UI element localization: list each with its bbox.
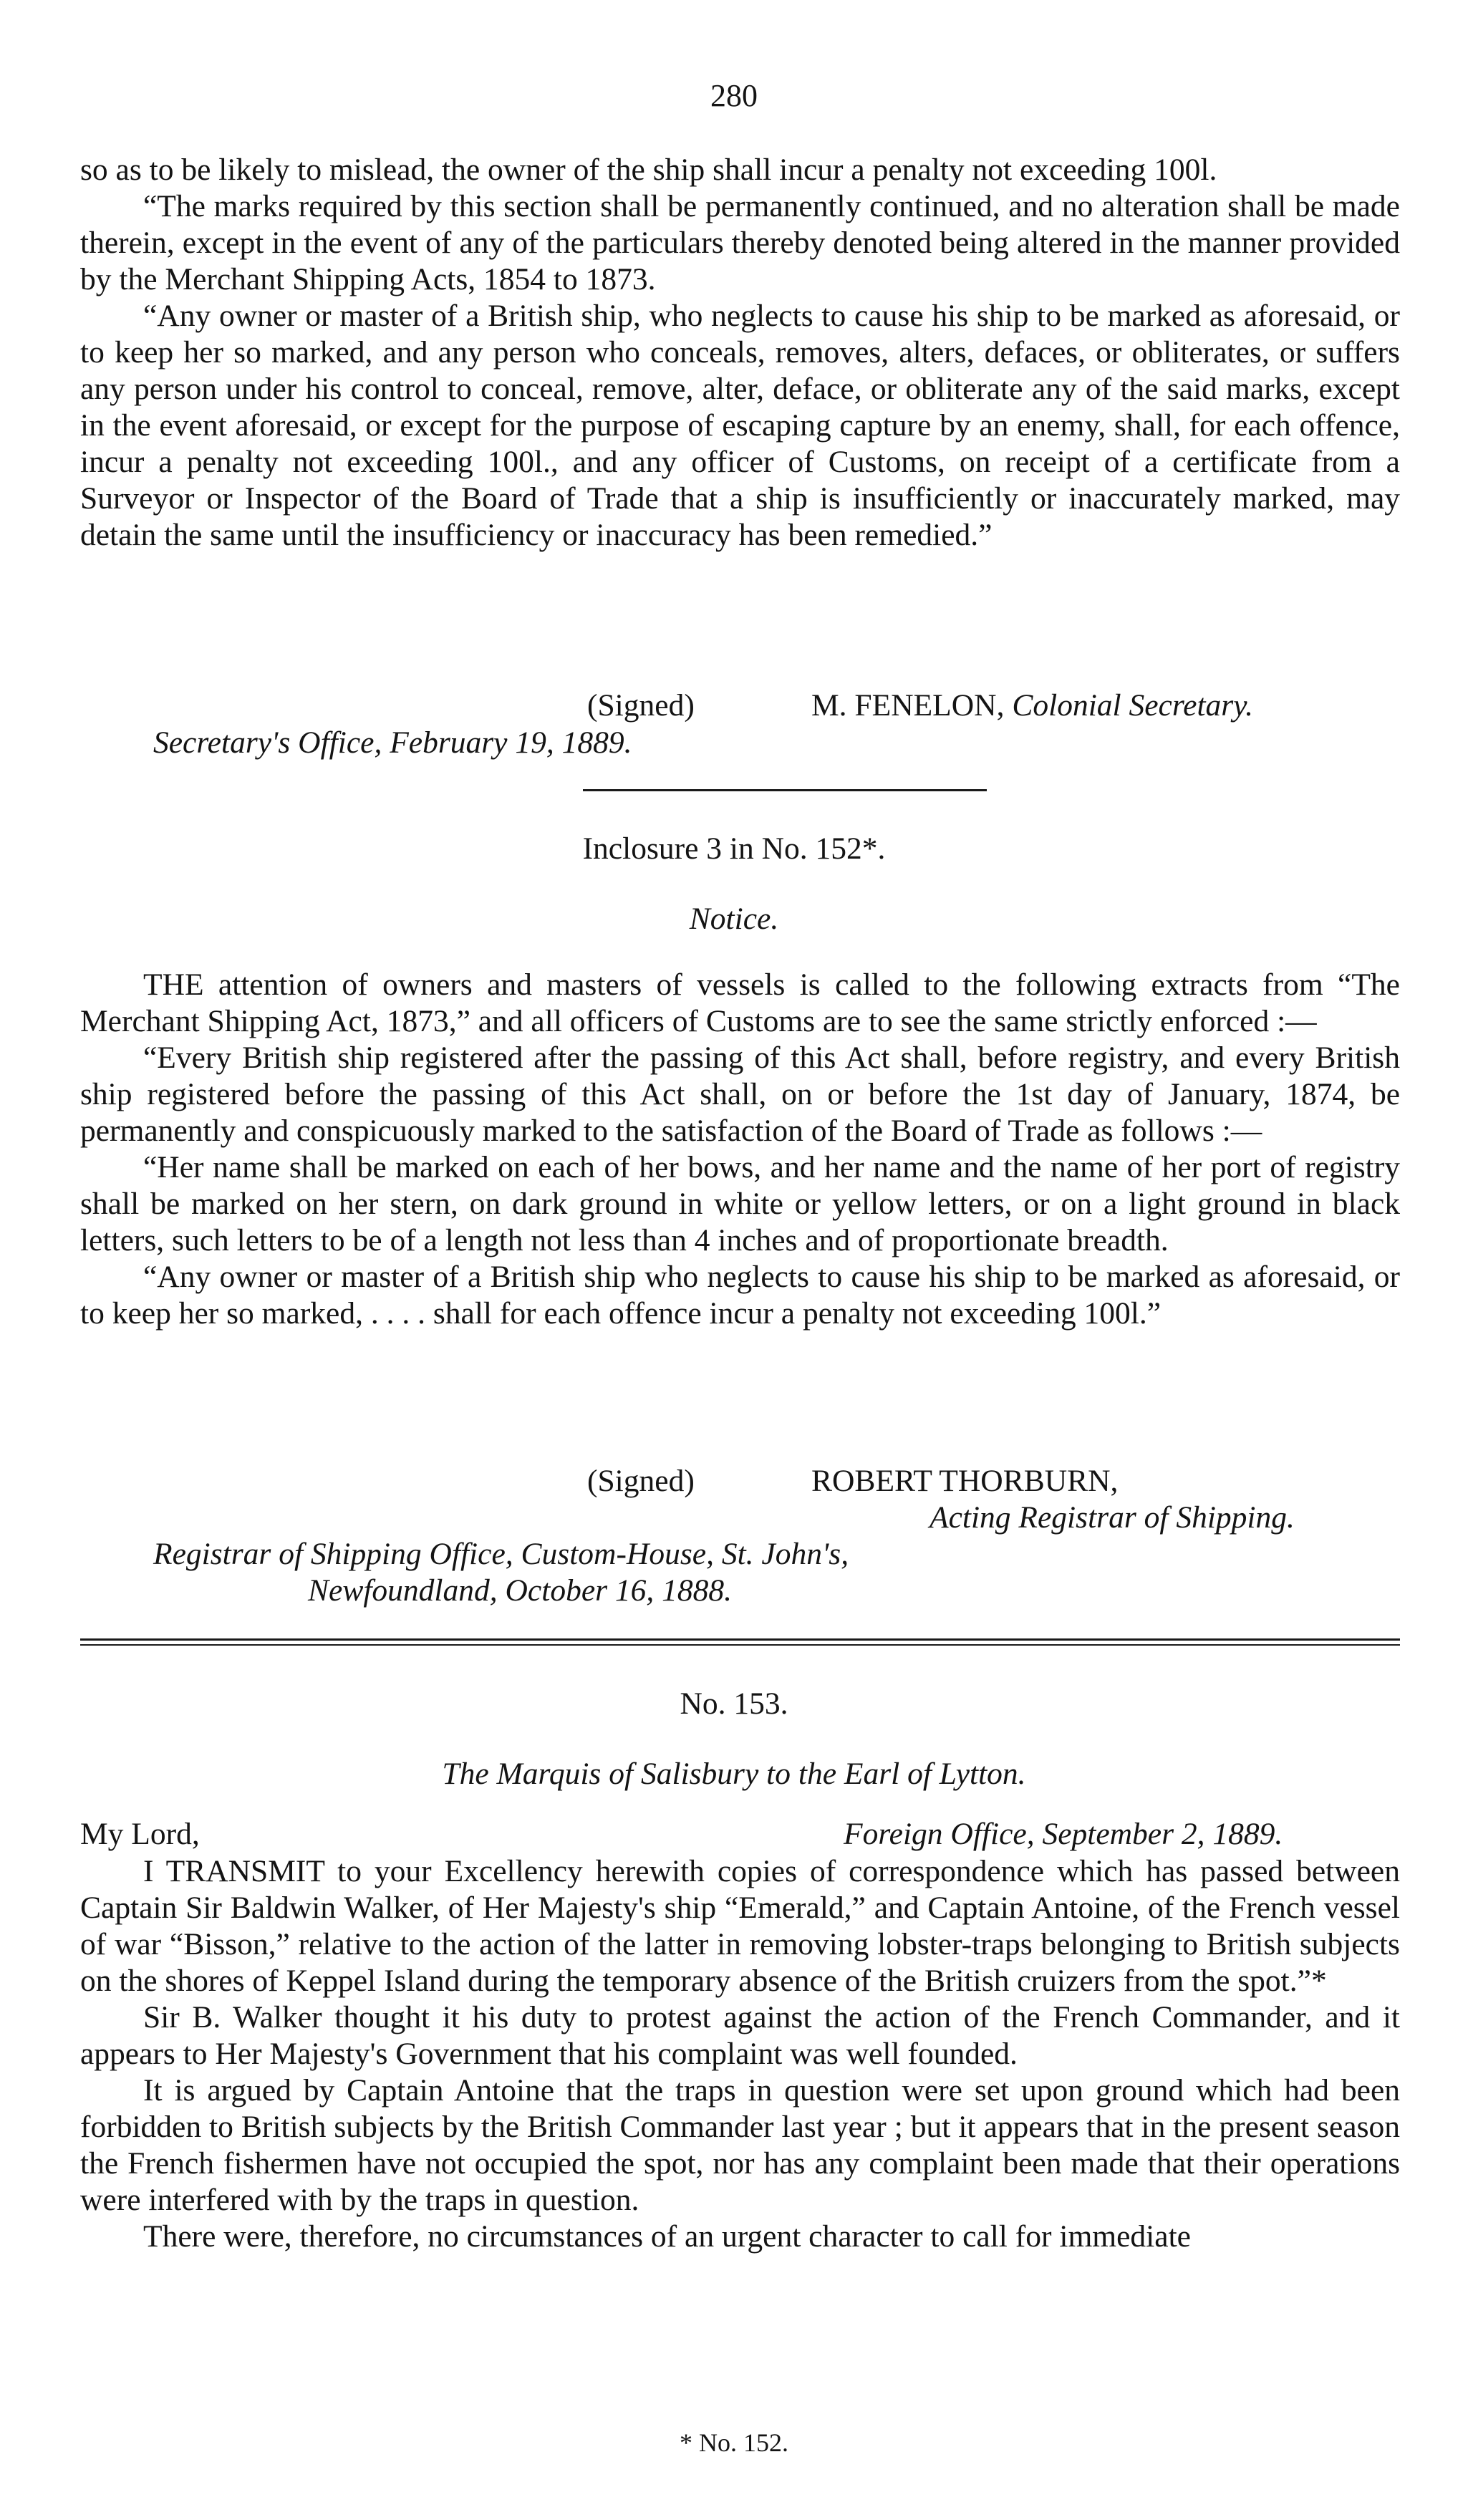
paragraph: “Every British ship registered after the passing of this Act shall, before registry, and every British ship registered before the passing of this Act shall, on or before the 1st day of January, 1874, be permanently and conspicuously marked to the satisfaction of the Board of Trade as follows :— [80, 1041, 1400, 1148]
paragraph: I TRANSMIT to your Excellency herewith copies of correspondence which has passed between Captain Sir Baldwin Walker, of Her Majesty's ship “Emerald,” and Captain Antoine, of the French vessel of war “Bisson,” relative to the action of the latter in removing lobster-traps belonging to British subjects on the shores of Keppel Island during the temporary absence of the British cruizers from the spot.”* [80, 1854, 1400, 1998]
paragraph: “Her name shall be marked on each of her bows, and her name and the name of her port of registry shall be marked on her stern, on dark ground in white or yellow letters, or on a light ground in black letters, such letters to be of a length not less than 4 inches and of proportionate breadth. [80, 1150, 1400, 1257]
signatory-title: Colonial Secretary. [1012, 688, 1254, 723]
signed-label: (Signed) [587, 1464, 695, 1498]
document-number-heading: No. 153. [680, 1686, 788, 1721]
footnote: * No. 152. [680, 2428, 788, 2457]
paragraph: “Any owner or master of a British ship, who neglects to cause his ship to be marked as aforesaid, or to keep her so marked, and any person who conceals, removes, alters, defaces, or obliterates, or suffers any person under his control to conceal, remove, alter, deface, or obliterate any of the said marks, except in the event aforesaid, or except for the purpose of escaping capture by an enemy, shall, for each offence, incur a penalty not exceeding 100l., and any officer of Customs, on receipt of a certificate from a Surveyor or Inspector of the Board of Trade that a ship is insufficiently or inaccurately marked, may detain the same until the insufficiency or inaccuracy has been remedied.” [80, 299, 1400, 552]
paragraph: There were, therefore, no circumstances of an urgent character to call for immediate [143, 2219, 1191, 2254]
signed-label: (Signed) [587, 688, 695, 723]
signatory-name: ROBERT THORBURN, [811, 1464, 1119, 1498]
signature-line [811, 687, 1253, 724]
letter-dateline: Foreign Office, September 2, 1889. [844, 1817, 1283, 1851]
letter-title: The Marquis of Salisbury to the Earl of Lytton. [442, 1757, 1026, 1791]
office-dateline: Newfoundland, October 16, 1888. [308, 1573, 733, 1608]
section2-body [80, 967, 1400, 1332]
paragraph: “Any owner or master of a British ship who neglects to cause his ship to be marked as aforesaid, or to keep her so marked, . . . . shall for each offence incur a penalty not exceeding 100l.” [80, 1260, 1400, 1331]
paragraph: so as to be likely to mislead, the owner of the ship shall incur a penalty not exceeding 100l. [80, 153, 1217, 187]
divider-double-bottom [80, 1644, 1400, 1646]
salutation: My Lord, [80, 1817, 200, 1851]
paragraph: THE attention of owners and masters of vessels is called to the following extracts from “The Merchant Shipping Act, 1873,” and all officers of Customs are to see the same strictly enforced :— [80, 967, 1400, 1038]
notice-heading: Notice. [689, 902, 779, 936]
section3-body [80, 1853, 1400, 2255]
section1-body [80, 152, 1400, 554]
office-line: Registrar of Shipping Office, Custom-House, St. John's, [153, 1537, 849, 1571]
paragraph: “The marks required by this section shall be permanently continued, and no alteration shall be made therein, except in the event of any of the particulars thereby denoted being altered in the manner provided by the Merchant Shipping Acts, 1854 to 1873. [80, 189, 1400, 296]
paragraph: It is argued by Captain Antoine that the traps in question were set upon ground which had been forbidden to British subjects by the British Commander last year ; but it appears that in the present season the French fishermen have not occupied the spot, nor has any complaint been made that their operations were interfered with by the traps in question. [80, 2073, 1400, 2217]
inclosure-heading: Inclosure 3 in No. 152*. [582, 831, 886, 866]
divider-double-top [80, 1638, 1400, 1641]
signatory-name: M. FENELON, [811, 688, 1005, 723]
divider [583, 789, 987, 791]
office-dateline: Secretary's Office, February 19, 1889. [153, 725, 632, 760]
signatory-title: Acting Registrar of Shipping. [929, 1500, 1295, 1535]
page-number: 280 [710, 78, 758, 113]
paragraph: Sir B. Walker thought it his duty to protest against the action of the French Commander, and it appears to Her Majesty's Government that his complaint was well founded. [80, 2000, 1400, 2071]
